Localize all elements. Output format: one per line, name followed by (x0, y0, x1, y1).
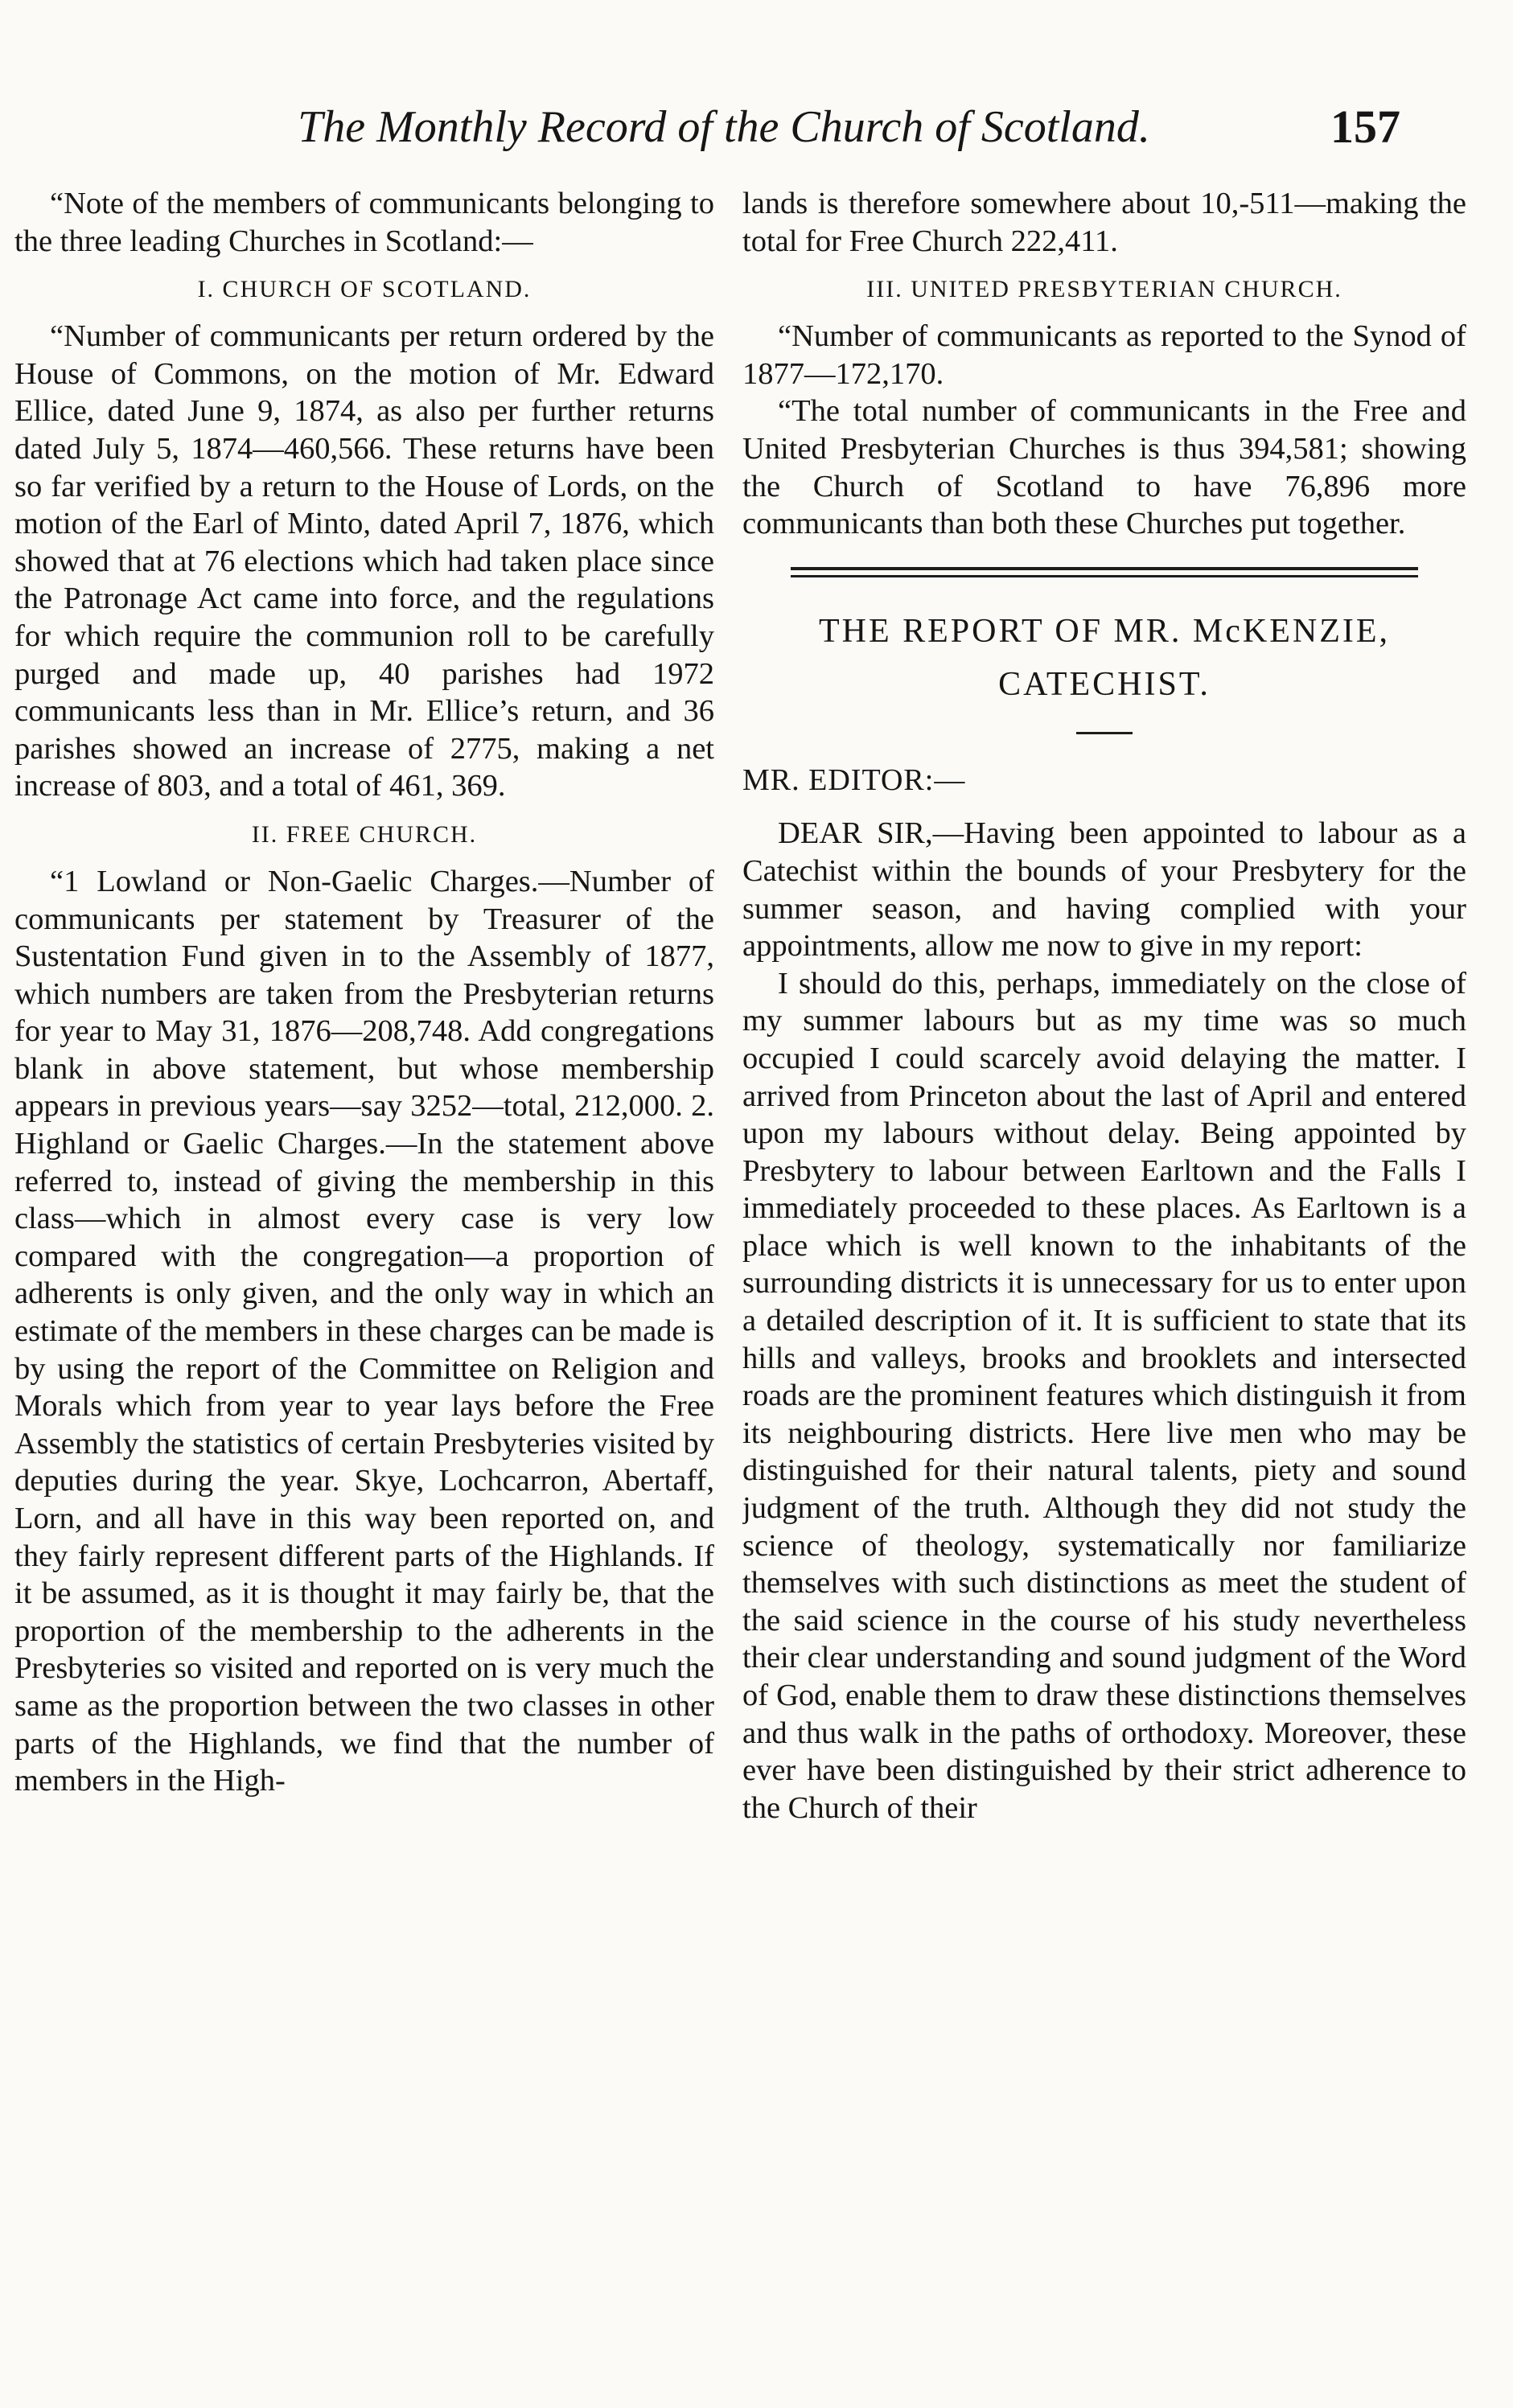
article-title: THE REPORT OF MR. McKENZIE, CATECHIST. (818, 612, 1391, 703)
article-separator (791, 567, 1418, 577)
title-rule (1076, 732, 1133, 734)
left-column (14, 185, 714, 2373)
totals-paragraph: “The total number of communicants in the Free and United Presbyterian Churches is thus 394,581; showing the Church of Scotland to have 76,896 more communicants than both these Churches put together. (742, 394, 1466, 541)
running-header (0, 95, 1513, 159)
continued-paragraph: lands is therefore somewhere about 10,-511—making the total for Free Church 222,411. (742, 187, 1466, 258)
united-presbyterian-paragraph: “Number of communicants as reported to the Synod of 1877—172,170. (742, 319, 1466, 391)
letter-opening-paragraph: DEAR SIR,—Having been appointed to labour as a Catechist within the bounds of your Presbytery for the summer season, and having complied with your appointments, allow me now to give in my report: (742, 816, 1466, 964)
journal-title: The Monthly Record of the Church of Scotland. (298, 102, 1150, 152)
section-heading-church-of-scotland: I. CHURCH OF SCOTLAND. (197, 276, 532, 303)
section-heading-free-church: II. FREE CHURCH. (251, 820, 478, 848)
free-church-paragraph: “1 Lowland or Non-Gaelic Charges.—Number of communicants per statement by Treasurer of the Sustentation Fund given in to the Assembly of 1877, which numbers are taken from the Presbyterian returns for year to May 31, 1876—208,748. Add congregations blank in above statement, but whose membership appears in previous years—say 3252—total, 212,000. 2. Highland or Gaelic Charges.—In the statement above referred to, instead of giving the membership in this class—which in almost every case is very low compared with the congregation—a proportion of adherents is only given, and the only way in which an estimate of the members in these charges can be made is by using the report of the Committee on Religion and Morals which from year to year lays before the Free Assembly the statistics of certain Presbyteries visited by deputies during the year. Skye, Lochcarron, Abertaff, Lorn, and all have in this way been reported on, and they fairly represent different parts of the Highlands. If it be assumed, as it is thought it may fairly be, that the proportion of the membership to the adherents in the Presbyteries so visited and reported on is very much the same as the proportion between the two classes in other parts of the Highlands, we find that the number of members in the High- (14, 864, 714, 1798)
intro-paragraph: “Note of the members of communicants belonging to the three leading Churches in Scotland:— (14, 187, 714, 258)
right-column (742, 185, 1466, 2373)
church-of-scotland-paragraph: “Number of communicants per return ordered by the House of Commons, on the motion of Mr. Edward Ellice, dated June 9, 1874, as also per further returns dated July 5, 1874—460,566. These returns have been so far verified by a return to the House of Lords, on the motion of the Earl of Minto, dated April 7, 1876, which showed that at 76 elections which had taken place since the Patronage Act came into force, and the regulations for which require the communion roll to be carefully purged and made up, 40 parishes had 1972 communicants less than in Mr. Ellice’s return, and 36 parishes showed an increase of 2775, making a net increase of 803, and a total of 461, 369. (14, 319, 714, 803)
letter-body-paragraph: I should do this, perhaps, immediately on the close of my summer labours but as my time was so much occupied I could scarcely avoid delaying the matter. I arrived from Princeton about the last of April and entered upon my labours without delay. Being appointed by Presbytery to labour between Earltown and the Falls I immediately proceeded to these places. As Earltown is a place which is well known to the inhabitants of the surrounding districts it is unnecessary for us to enter upon a detailed description of it. It is sufficient to state that its hills and valleys, brooks and brooklets and intersected roads are the prominent features which distinguish it from its neighbouring districts. Here live men who may be distinguished for their natural talents, piety and sound judgment of the truth. Although they did not study the science of theology, systematically nor familiarize themselves with such distinctions as meet the student of the said science in the course of his study nevertheless their clear understanding and sound judgment of the Word of God, enable them to draw these distinctions themselves and thus walk in the paths of orthodoxy. Moreover, these ever have been distinguished by their strict adherence to the Church of their (742, 966, 1466, 1825)
salutation: MR. EDITOR:— (742, 762, 966, 797)
page-number: 157 (1330, 101, 1400, 153)
section-heading-united-presbyterian: III. UNITED PRESBYTERIAN CHURCH. (866, 276, 1342, 303)
